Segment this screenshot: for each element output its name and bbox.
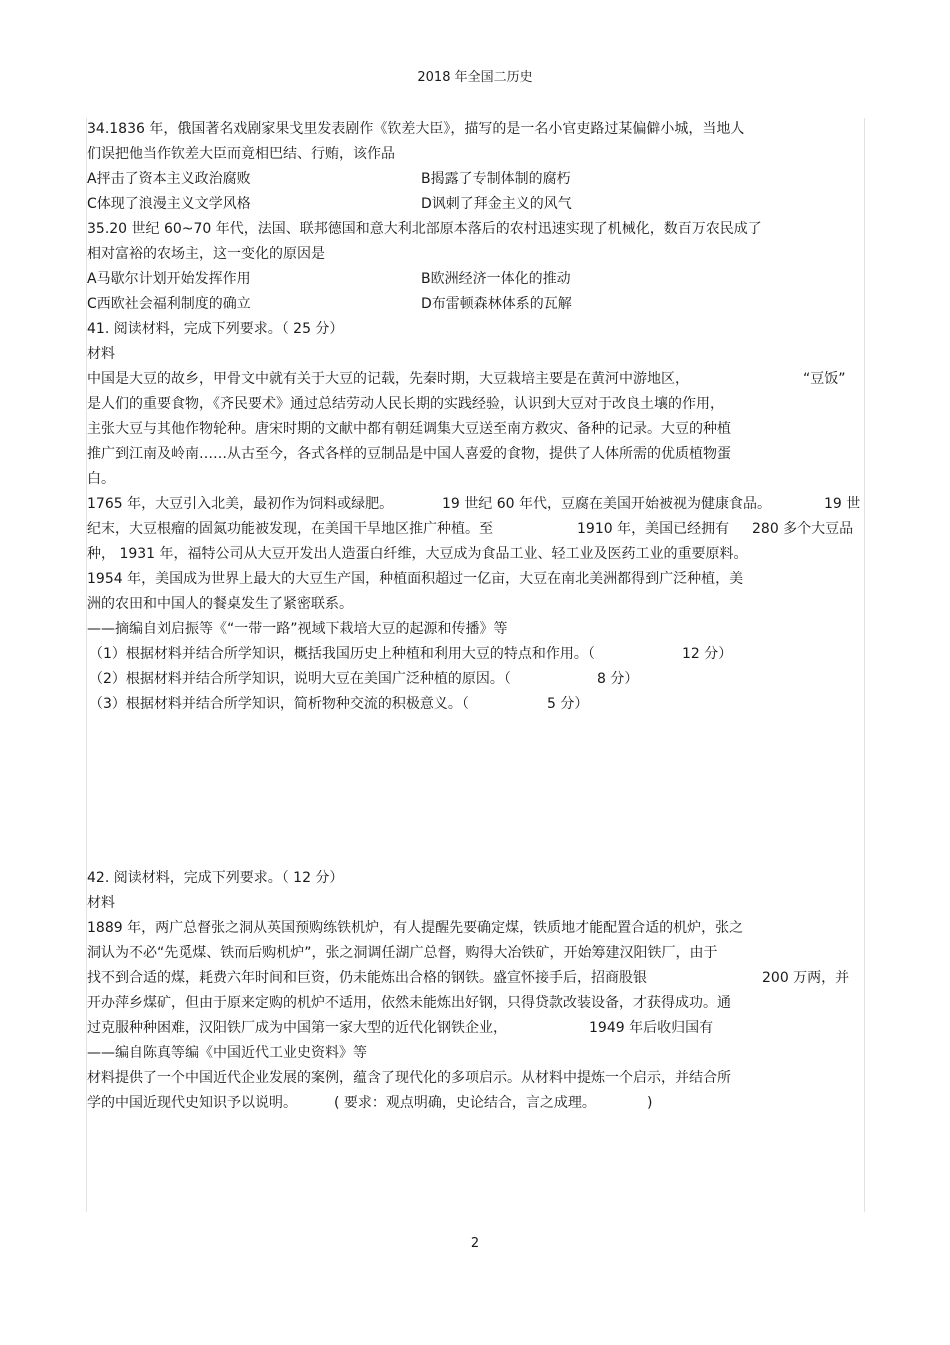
q41-subquestion-3-score: 5 分）: [547, 696, 589, 712]
q34-option-b: B揭露了专制体制的腐朽: [421, 171, 571, 187]
q41-paragraph-2-line-1: 1765 年，大豆引入北美，最初作为饲料或绿肥。: [87, 496, 394, 512]
q42-paragraph-line-4: 开办萍乡煤矿，但由于原来定购的机炉不适用，依然未能炼出好钢，只得贷款改装设备，才获得成功。通: [87, 995, 731, 1011]
q41-paragraph-1-line-5: 白。: [87, 471, 115, 487]
q41-subquestion-2: （2）根据材料并结合所学知识，说明大豆在美国广泛种植的原因。（: [89, 671, 511, 687]
q35-option-b: B欧洲经济一体化的推动: [421, 271, 571, 287]
q41-title: 41. 阅读材料，完成下列要求。（ 25 分）: [87, 321, 344, 337]
q34-stem-line-2: 们误把他当作钦差大臣而竟相巴结、行贿，该作品: [87, 146, 395, 162]
q34-stem-line-1: 34.1836 年，俄国著名戏剧家果戈里发表剧作《钦差大臣》，描写的是一名小官吏路过某偏僻小城，当地人: [87, 121, 745, 137]
page-number: 2: [470, 1236, 480, 1251]
q41-paragraph-2-line-2: 纪末，大豆根瘤的固氮功能被发现，在美国干旱地区推广种植。至: [87, 521, 493, 537]
q42-paragraph-line-1: 1889 年，两广总督张之洞从英国预购练铁机炉，有人提醒先要确定煤，铁质地才能配置合适的机炉，张之: [87, 920, 744, 936]
q42-requirement-line-2: 学的中国近现代史知识予以说明。: [87, 1095, 297, 1111]
q41-paragraph-3-line-1: 1954 年，美国成为世界上最大的大豆生产国，种植面积超过一亿亩，大豆在南北美洲都得到广泛种植，美: [87, 571, 744, 587]
q41-material-label: 材料: [87, 346, 115, 362]
q41-paragraph-1-line-1: 中国是大豆的故乡，甲骨文中就有关于大豆的记载，先秦时期，大豆栽培主要是在黄河中游地区，: [87, 371, 689, 387]
q42-requirement-note: ( 要求：观点明确，史论结合，言之成理。: [334, 1095, 596, 1111]
q41-paragraph-2-line-1-tail: 19 世: [824, 496, 861, 512]
page-header: 2018 年全国二历史: [417, 70, 533, 85]
q42-source: ——编自陈真等编《中国近代工业史资料》等: [87, 1045, 367, 1061]
q35-stem-line-2: 相对富裕的农场主，这一变化的原因是: [87, 246, 325, 262]
q41-source: ——摘编自刘启振等《“一带一路”视域下栽培大豆的起源和传播》等: [87, 621, 508, 637]
q41-paragraph-2-line-1-mid: 19 世纪 60 年代，豆腐在美国开始被视为健康食品。: [442, 496, 771, 512]
q41-paragraph-1-line-3: 主张大豆与其他作物轮种。唐宋时期的文献中都有朝廷调集大豆送至南方救灾、备种的记录。大豆的种植: [87, 421, 731, 437]
q34-option-c: C体现了浪漫主义文学风格: [87, 196, 251, 212]
q42-title: 42. 阅读材料，完成下列要求。（ 12 分）: [87, 870, 344, 886]
q42-paragraph-line-3: 找不到合适的煤，耗费六年时间和巨资，仍未能炼出合格的钢铁。盛宣怀接手后，招商股银: [87, 970, 647, 986]
q42-paragraph-line-5: 过克服种种困难，汉阳铁厂成为中国第一家大型的近代化钢铁企业，: [87, 1020, 507, 1036]
q41-paragraph-2-line-2-mid: 1910 年，美国已经拥有: [577, 521, 730, 537]
q34-option-d: D讽刺了拜金主义的风气: [421, 196, 572, 212]
q41-paragraph-2-line-2-tail: 280 多个大豆品: [752, 521, 854, 537]
q41-subquestion-2-score: 8 分）: [597, 671, 639, 687]
q35-option-a: A马歇尔计划开始发挥作用: [87, 271, 251, 287]
q41-subquestion-1: （1）根据材料并结合所学知识，概括我国历史上种植和利用大豆的特点和作用。（: [89, 646, 595, 662]
q41-paragraph-1-line-2: 是人们的重要食物，《齐民要术》通过总结劳动人民长期的实践经验，认识到大豆对于改良土壤的作用，: [87, 396, 724, 412]
q42-paragraph-line-3-tail: 200 万两，并: [762, 970, 850, 986]
q34-option-a: A抨击了资本主义政治腐败: [87, 171, 251, 187]
q41-paragraph-1-line-4: 推广到江南及岭南……从古至今，各式各样的豆制品是中国人喜爱的食物，提供了人体所需的优质植物蛋: [87, 446, 731, 462]
q42-requirement-note-close: ): [647, 1095, 653, 1111]
q41-subquestion-1-score: 12 分）: [682, 646, 733, 662]
right-margin-line: [864, 118, 865, 1212]
q41-paragraph-3-line-2: 洲的农田和中国人的餐桌发生了紧密联系。: [87, 596, 353, 612]
q42-paragraph-line-2: 洞认为不必“先觅煤、铁而后购机炉”，张之洞调任湖广总督，购得大冶铁矿，开始筹建汉阳铁厂，由于: [87, 945, 718, 961]
q42-material-label: 材料: [87, 895, 115, 911]
q41-paragraph-1-line-1-tail: “豆饭”: [803, 371, 846, 387]
q35-option-c: C西欧社会福利制度的确立: [87, 296, 251, 312]
q42-paragraph-line-5-tail: 1949 年后收归国有: [589, 1020, 714, 1036]
q35-stem-line-1: 35.20 世纪 60~70 年代，法国、联邦德国和意大利北部原本落后的农村迅速实现了机械化，数百万农民成了: [87, 221, 762, 237]
q41-subquestion-3: （3）根据材料并结合所学知识，简析物种交流的积极意义。（: [89, 696, 469, 712]
q35-option-d: D布雷顿森林体系的瓦解: [421, 296, 572, 312]
q42-requirement-line-1: 材料提供了一个中国近代企业发展的案例，蕴含了现代化的多项启示。从材料中提炼一个启示，并结合所: [87, 1070, 731, 1086]
q41-paragraph-2-line-3: 种， 1931 年，福特公司从大豆开发出人造蛋白纤维，大豆成为食品工业、轻工业及医药工业的重要原料。: [87, 546, 748, 562]
